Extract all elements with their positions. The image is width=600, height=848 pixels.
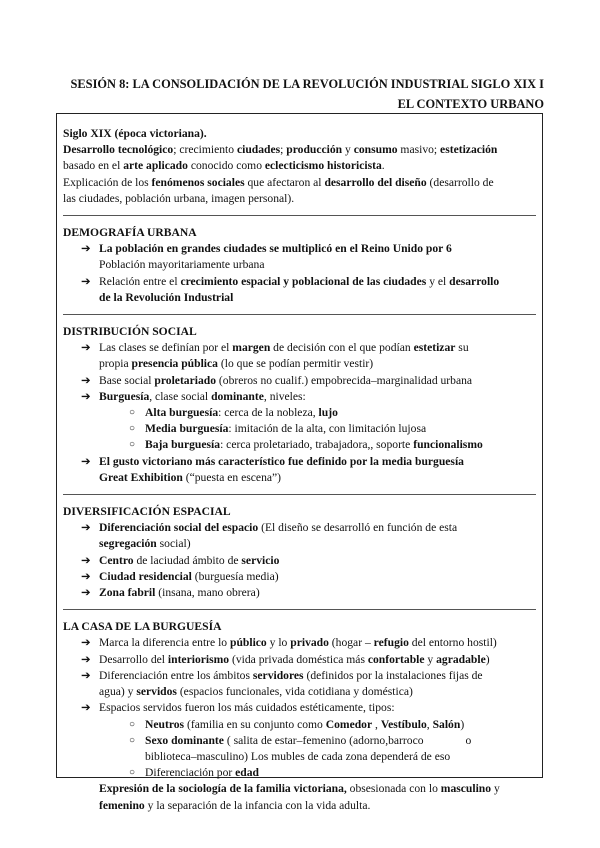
intro-line: Explicación de los fenómenos sociales que afectaron al desarrollo del diseño (desarrollo de (63, 175, 494, 189)
title-line-1: SESIÓN 8: LA CONSOLIDACIÓN DE LA REVOLUCIÓN INDUSTRIAL SIGLO XIX I (70, 77, 544, 91)
list-item: ➔ Espacios servidos fueron los más cuidados estéticamente, tipos: (63, 700, 536, 716)
arrow-icon: ➔ (81, 668, 91, 682)
arrow-icon: ➔ (81, 274, 91, 288)
circle-bullet-icon: ○ (129, 767, 136, 779)
list-item: ➔ Desarrollo del interiorismo (vida privada doméstica más confortable y agradable) (63, 652, 536, 668)
diversificacion-section (63, 504, 536, 601)
arrow-icon: ➔ (81, 636, 91, 650)
arrow-icon: ➔ (81, 521, 91, 535)
sub-list-item: ○ Diferenciación por edad (63, 765, 536, 781)
list-item: ➔ Base social proletariado (obreros no cualif.) empobrecida–marginalidad urbana (63, 373, 536, 389)
list-item: ➔ Burguesía, clase social dominante, niveles: (63, 389, 536, 405)
arrow-icon: ➔ (81, 389, 91, 403)
sub-list-item: ○ Sexo dominante ( salita de estar–femenino (adorno,barroco o biblioteca–masculino) Los mubles de cada zona dependerá de eso (129, 733, 472, 763)
circle-bullet-icon: ○ (129, 407, 136, 419)
sub-list-item: ○ Media burguesía: imitación de la alta, con limitación lujosa (63, 421, 536, 437)
demografia-section (63, 225, 536, 306)
section-heading: DISTRIBUCIÓN SOCIAL (63, 325, 197, 339)
section-heading: LA CASA DE LA BURGUESÍA (63, 620, 222, 634)
arrow-icon: ➔ (81, 569, 91, 583)
distribucion-section (63, 324, 536, 486)
list-item: ➔ Zona fabril (insana, mano obrera) (63, 585, 536, 601)
arrow-icon: ➔ (81, 373, 91, 387)
list-item: ➔ Centro de laciudad ámbito de servicio (63, 553, 536, 569)
arrow-icon: ➔ (81, 586, 91, 600)
arrow-icon: ➔ (81, 553, 91, 567)
intro-line: basado en el arte aplicado conocido como eclecticismo historicista. (63, 159, 385, 173)
sub-list-item: ○ Baja burguesía: cerca proletariado, trabajadora,, soporte funcionalismo (63, 437, 536, 453)
content-box (56, 113, 543, 812)
session-title (60, 74, 544, 114)
list-item: ➔ El gusto victoriano más característico fue definido por la media burguesía Great Exhibition (“puesta en escena”) (81, 454, 464, 484)
list-item: ➔ Marca la diferencia entre lo público y lo privado (hogar – refugio del entorno hostil) (63, 635, 536, 651)
list-item: ➔ Ciudad residencial (burguesía media) (63, 569, 536, 585)
intro-line: Desarrollo tecnológico; crecimiento ciudades; producción y consumo masivo; estetización (63, 143, 498, 157)
section-heading: DIVERSIFICACIÓN ESPACIAL (63, 505, 231, 519)
closing-paragraph: Expresión de la sociología de la familia victoriana, obsesionada con lo masculino y femenino y la separación de la infancia con la vida adulta. (99, 782, 500, 812)
divider (63, 314, 536, 315)
arrow-icon: ➔ (81, 652, 91, 666)
section-heading: DEMOGRAFÍA URBANA (63, 226, 197, 240)
circle-bullet-icon: ○ (129, 734, 136, 746)
casa-section (63, 619, 536, 813)
list-item: ➔ Relación entre el crecimiento espacial y poblacional de las ciudades y el desarrollo de la Revolución Industrial (81, 274, 500, 304)
circle-bullet-icon: ○ (129, 718, 136, 730)
circle-bullet-icon: ○ (129, 423, 136, 435)
divider (63, 215, 536, 216)
arrow-icon: ➔ (81, 454, 91, 468)
intro-line: las ciudades, población urbana, imagen personal). (63, 191, 295, 205)
list-item: ➔ Las clases se definían por el margen de decisión con el que podían estetizar su propia presencia pública (lo que se podían permitir vestir) (81, 341, 469, 371)
title-line-2: EL CONTEXTO URBANO (397, 97, 544, 111)
arrow-icon: ➔ (81, 242, 91, 256)
intro-line: Siglo XIX (época victoriana). (63, 127, 207, 140)
intro-section (63, 126, 536, 207)
list-item: ➔ Diferenciación entre los ámbitos servidores (definidos por la instalaciones fijas de agua) y servidos (espacios funcionales, vida cotidiana y doméstica) (81, 668, 483, 699)
divider (63, 494, 536, 495)
list-item: ➔ Diferenciación social del espacio (El diseño se desarrolló en función de esta segregación social) (81, 521, 458, 551)
circle-bullet-icon: ○ (129, 439, 136, 451)
sub-list-item: ○ Alta burguesía: cerca de la nobleza, lujo (63, 405, 536, 421)
sub-list-item: ○ Neutros (familia en su conjunto como Comedor , Vestíbulo, Salón) (63, 717, 536, 733)
divider (63, 609, 536, 610)
arrow-icon: ➔ (81, 341, 91, 355)
list-item: ➔ La población en grandes ciudades se multiplicó en el Reino Unido por 6 Población mayoritariamente urbana (81, 242, 452, 272)
arrow-icon: ➔ (81, 701, 91, 715)
